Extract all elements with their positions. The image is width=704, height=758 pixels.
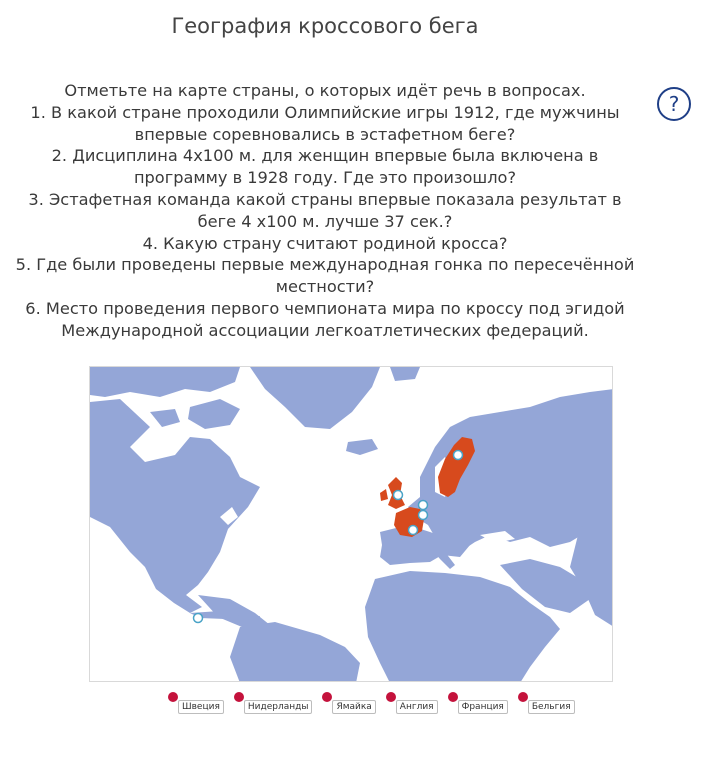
- marker-belgium[interactable]: [419, 511, 428, 520]
- legend-item-belgium[interactable]: [518, 694, 575, 714]
- legend-item-jamaica[interactable]: [322, 694, 375, 714]
- legend-label: Бельгия: [528, 700, 575, 714]
- question-line: местности?: [275, 277, 375, 297]
- marker-sweden[interactable]: [454, 451, 463, 460]
- help-icon[interactable]: ?: [657, 87, 691, 121]
- question-line: Международной ассоциации легкоатлетических федераций.: [61, 320, 589, 340]
- drag-dot-icon[interactable]: [168, 692, 178, 702]
- question-line: 3. Эстафетная команда какой страны впервые показала результат в: [28, 189, 622, 209]
- page-title: География кроссового бега: [171, 14, 479, 38]
- legend-item-sweden[interactable]: [168, 694, 224, 714]
- question-line: 6. Место проведения первого чемпионата мира по кроссу под эгидой: [25, 298, 625, 318]
- question-line: 4. Какую страну считают родиной кросса?: [142, 233, 508, 253]
- legend-label: Англия: [396, 700, 438, 714]
- legend-item-france[interactable]: [448, 694, 508, 714]
- answer-legend: [168, 694, 575, 714]
- question-line: 5. Где были проведены первые международная гонка по пересечённой: [15, 255, 635, 275]
- drag-dot-icon[interactable]: [322, 692, 332, 702]
- instruction-line: Отметьте на карте страны, о которых идёт речь в вопросах.: [64, 81, 586, 100]
- drag-dot-icon[interactable]: [386, 692, 396, 702]
- question-line: 1. В какой стране проходили Олимпийские игры 1912, где мужчины: [30, 102, 620, 122]
- world-map[interactable]: [89, 366, 613, 682]
- legend-label: Франция: [458, 700, 508, 714]
- marker-england[interactable]: [394, 491, 403, 500]
- drag-dot-icon[interactable]: [518, 692, 528, 702]
- marker-france[interactable]: [409, 526, 418, 535]
- legend-label: Швеция: [178, 700, 224, 714]
- legend-label: Нидерланды: [244, 700, 313, 714]
- questions-text: [10, 80, 640, 342]
- marker-netherlands[interactable]: [419, 501, 428, 510]
- marker-jamaica[interactable]: [194, 614, 203, 623]
- land: [90, 367, 613, 682]
- legend-label: Ямайка: [332, 700, 375, 714]
- drag-dot-icon[interactable]: [234, 692, 244, 702]
- question-line: программу в 1928 году. Где это произошло?: [133, 168, 517, 188]
- legend-item-netherlands[interactable]: [234, 694, 313, 714]
- question-line: 2. Дисциплина 4х100 м. для женщин впервые была включена в: [51, 146, 599, 166]
- drag-dot-icon[interactable]: [448, 692, 458, 702]
- question-line: беге 4 х100 м. лучше 37 сек.?: [197, 211, 453, 231]
- question-line: впервые соревновались в эстафетном беге?: [134, 124, 516, 144]
- legend-item-england[interactable]: [386, 694, 438, 714]
